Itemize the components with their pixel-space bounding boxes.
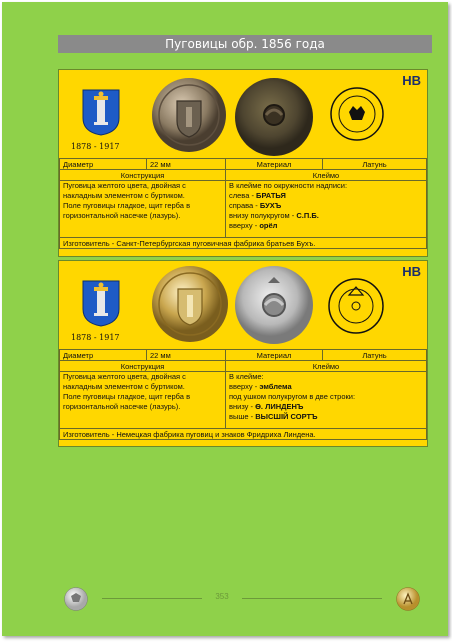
construction-label: Конструкция <box>60 170 226 181</box>
construction-text: Пуговица желтого цвета, двойная с накладным элементом с буртиком. Поле пуговицы гладкое, щит герба в горизонтальной насечке (лазурь). <box>60 181 226 238</box>
catalog-page <box>2 2 448 636</box>
construction-text: Пуговица желтого цвета, двойная с накладным элементом с буртиком. Поле пуговицы гладкое, щит герба в горизонтальной насечке (лазурь). <box>60 372 226 429</box>
mark-text: В клейме по окружности надписи: слева - БРАТЬЯ справа - БУХЪ внизу полукругом - С.П.Б. вверху - орёл <box>226 181 427 238</box>
eagle-medal-icon <box>64 587 88 611</box>
button-back-photo <box>234 265 314 345</box>
button-card-2 <box>58 260 428 447</box>
material-value: Латунь <box>323 350 427 361</box>
coat-of-arms-icon <box>81 88 121 136</box>
maker-text: Изготовитель - Немецкая фабрика пуговиц и знаков Фридриха Линдена. <box>60 429 427 440</box>
page-number: 353 <box>215 592 229 601</box>
monogram-medal-icon <box>396 587 420 611</box>
class-code: НВ <box>402 264 421 279</box>
diameter-value: 22 мм <box>147 159 226 170</box>
mark-text: В клейме: вверху - эмблема под ушком полукругом в две строки: внизу - Ѳ. ЛИНДЕНЪ выше - ВЫСШІЙ СОРТЪ <box>226 372 427 429</box>
mark-label: Клеймо <box>226 361 427 372</box>
maker-stamp-icon <box>327 277 385 335</box>
spec-table <box>59 349 427 440</box>
button-front-photo <box>151 77 227 153</box>
diameter-label: Диаметр <box>60 159 147 170</box>
button-back-photo <box>234 77 314 157</box>
material-value: Латунь <box>323 159 427 170</box>
diameter-value: 22 мм <box>147 350 226 361</box>
footer-divider-right <box>242 598 382 599</box>
years-label: 1878 - 1917 <box>71 142 120 151</box>
class-code: НВ <box>402 73 421 88</box>
maker-text: Изготовитель - Санкт-Петербургская пуговичная фабрика братьев Бухъ. <box>60 238 427 249</box>
button-front-photo <box>151 265 229 343</box>
coat-of-arms-icon <box>81 279 121 327</box>
diameter-label: Диаметр <box>60 350 147 361</box>
material-label: Материал <box>226 159 323 170</box>
material-label: Материал <box>226 350 323 361</box>
images-row <box>59 261 427 349</box>
maker-stamp-icon <box>329 86 385 142</box>
spec-table <box>59 158 427 249</box>
page-title: Пуговицы обр. 1856 года <box>58 35 432 53</box>
images-row <box>59 70 427 158</box>
construction-label: Конструкция <box>60 361 226 372</box>
button-card-1 <box>58 69 428 257</box>
footer-divider-left <box>102 598 202 599</box>
years-label: 1878 - 1917 <box>71 333 120 342</box>
mark-label: Клеймо <box>226 170 427 181</box>
